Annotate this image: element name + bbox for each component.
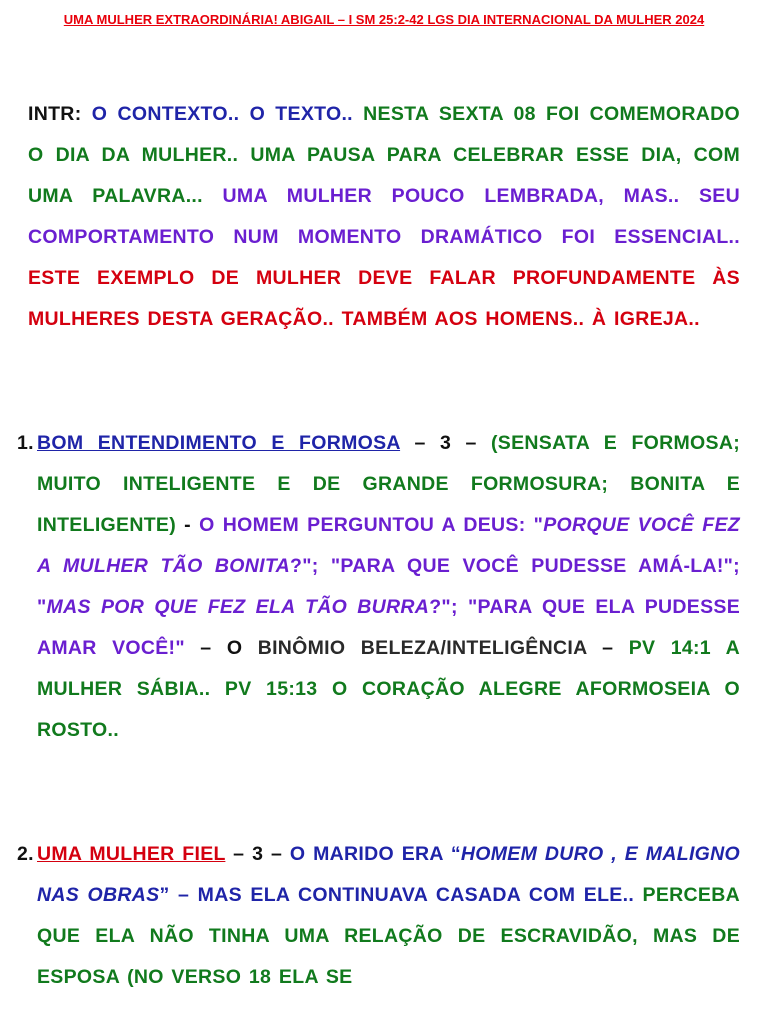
item-separator: – O (184, 637, 258, 659)
item-binomio: BINÔMIO BELEZA/INTELIGÊNCIA (257, 637, 587, 659)
item-title: BOM ENTENDIMENTO E FORMOSA (37, 432, 401, 454)
list-item-number: 1. (17, 432, 34, 454)
item-joke-text: O HOMEM PERGUNTOU A DEUS: " (199, 514, 544, 536)
item-husband-text: O MARIDO ERA “ (289, 843, 461, 865)
item-title: UMA MULHER FIEL (37, 843, 226, 865)
item-joke-italic: MAS POR QUE FEZ ELA TÃO BURRA (46, 596, 430, 618)
item-joke-italic: PORQUE VOCÊ FEZ A MULHER TÃO BONITA (37, 514, 740, 577)
intro-paragraph (28, 94, 740, 340)
item-husband-quote: HOMEM DURO , E MALIGNO NAS OBRAS (37, 843, 740, 906)
item-ref: – 3 – (400, 432, 491, 454)
item-description: (SENSATA E FORMOSA; MUITO INTELIGENTE E DE GRANDE FORMOSURA; BONITA E INTELIGENTE) (37, 432, 741, 536)
item-joke-text: ?"; "PARA QUE ELA PUDESSE AMAR VOCÊ!" (37, 596, 740, 659)
document-header (30, 8, 738, 31)
list-item-number: 2. (17, 843, 34, 865)
item-separator: – (586, 637, 629, 659)
intro-label: INTR: (28, 103, 82, 125)
item-joke-text: ?"; "PARA QUE VOCÊ PUDESSE AMÁ-LA!"; " (37, 555, 740, 618)
intro-example: ESTE EXEMPLO DE MULHER DEVE FALAR PROFUNDAMENTE ÀS MULHERES DESTA GERAÇÃO.. TAMBÉM AOS HOMENS.. À IGREJA.. (28, 267, 740, 330)
item-ref: – 3 – (225, 843, 290, 865)
list-item-2 (17, 834, 740, 998)
intro-context: O CONTEXTO.. O TEXTO.. (91, 103, 353, 125)
item-dash: - (176, 514, 200, 536)
item-husband-text: ” – MAS ELA CONTINUAVA CASADA COM ELE.. (159, 884, 635, 906)
document-title: UMA MULHER EXTRAORDINÁRIA! ABIGAIL – I SM 25:2-42 LGS DIA INTERNACIONAL DA MULHER 2024 (63, 12, 705, 27)
intro-woman-remembered: UMA MULHER POUCO LEMBRADA, MAS.. SEU COMPORTAMENTO NUM MOMENTO DRAMÁTICO FOI ESSENCIAL.. (28, 185, 740, 248)
intro-womens-day: NESTA SEXTA 08 FOI COMEMORADO O DIA DA MULHER.. UMA PAUSA PARA CELEBRAR ESSE DIA, COM UMA PALAVRA... (28, 103, 740, 207)
list-item-1 (17, 423, 741, 751)
item-relationship-text: PERCEBA QUE ELA NÃO TINHA UMA RELAÇÃO DE ESCRAVIDÃO, MAS DE ESPOSA (NO VERSO 18 ELA SE (37, 884, 740, 988)
item-proverbs: PV 14:1 A MULHER SÁBIA.. PV 15:13 O CORAÇÃO ALEGRE AFORMOSEIA O ROSTO.. (37, 637, 740, 741)
